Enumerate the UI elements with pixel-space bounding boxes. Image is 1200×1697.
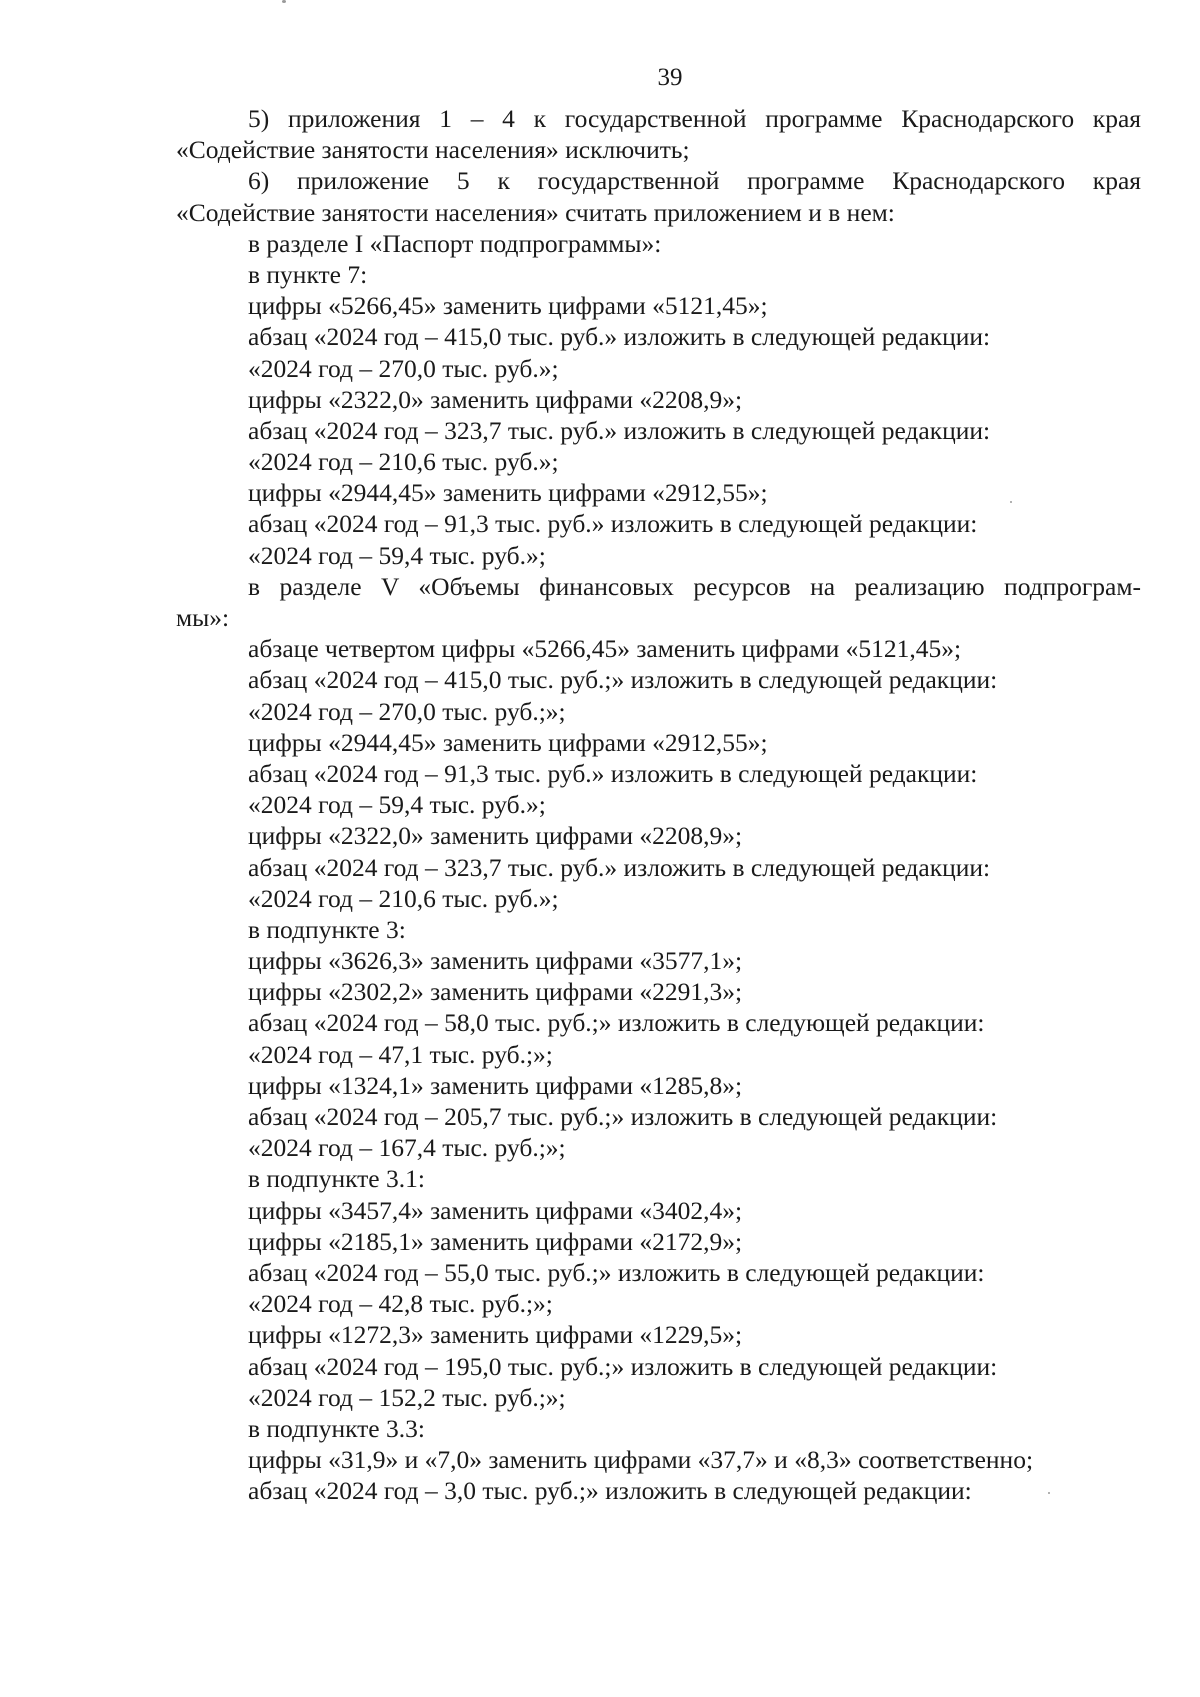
document-body — [176, 103, 1141, 1506]
text-line: в разделе V «Объемы финансовых ресурсов на реализацию подпрограм- — [248, 571, 1141, 601]
text-line: цифры «5266,45» заменить цифрами «5121,45»; — [248, 291, 768, 321]
text-line: «2024 год – 270,0 тыс. руб.;»; — [248, 696, 566, 726]
text-line: в подпункте 3.1: — [248, 1164, 425, 1194]
text-line: «2024 год – 270,0 тыс. руб.»; — [248, 353, 559, 383]
text-line: цифры «1324,1» заменить цифрами «1285,8»; — [248, 1070, 743, 1100]
text-line: цифры «2944,45» заменить цифрами «2912,55»; — [248, 727, 768, 757]
text-line: «2024 год – 210,6 тыс. руб.»; — [248, 883, 559, 913]
text-line: цифры «3626,3» заменить цифрами «3577,1»; — [248, 946, 743, 976]
text-line: абзац «2024 год – 55,0 тыс. руб.;» изложить в следующей редакции: — [248, 1257, 985, 1287]
text-line: «2024 год – 59,4 тыс. руб.»; — [248, 540, 546, 570]
text-line: «2024 год – 47,1 тыс. руб.;»; — [248, 1039, 553, 1069]
text-line: абзац «2024 год – 58,0 тыс. руб.;» изложить в следующей редакции: — [248, 1008, 985, 1038]
text-line: «Содействие занятости населения» исключить; — [176, 135, 690, 165]
text-line: в подпункте 3.3: — [248, 1413, 425, 1443]
text-line: абзац «2024 год – 195,0 тыс. руб.;» изложить в следующей редакции: — [248, 1351, 998, 1381]
text-line: цифры «2185,1» заменить цифрами «2172,9»; — [248, 1226, 743, 1256]
text-line: в пункте 7: — [248, 259, 368, 289]
text-line: цифры «2322,0» заменить цифрами «2208,9»; — [248, 821, 743, 851]
page-number: 39 — [657, 64, 683, 91]
text-line: «2024 год – 167,4 тыс. руб.;»; — [248, 1133, 566, 1163]
text-line: абзац «2024 год – 415,0 тыс. руб.;» изложить в следующей редакции: — [248, 665, 998, 695]
text-line: «2024 год – 210,6 тыс. руб.»; — [248, 447, 559, 477]
text-line: в разделе I «Паспорт подпрограммы»: — [248, 228, 662, 258]
text-line: абзац «2024 год – 91,3 тыс. руб.» изложить в следующей редакции: — [248, 758, 978, 788]
scan-speck — [282, 0, 286, 3]
text-line: цифры «2322,0» заменить цифрами «2208,9»; — [248, 384, 743, 414]
text-line: абзац «2024 год – 3,0 тыс. руб.;» изложить в следующей редакции: — [248, 1476, 972, 1506]
text-line: «2024 год – 42,8 тыс. руб.;»; — [248, 1289, 553, 1319]
text-line: «Содействие занятости населения» считать приложением и в нем: — [176, 197, 895, 227]
text-line: цифры «2302,2» заменить цифрами «2291,3»; — [248, 977, 743, 1007]
text-line: «2024 год – 59,4 тыс. руб.»; — [248, 790, 546, 820]
text-line: абзац «2024 год – 323,7 тыс. руб.» изложить в следующей редакции: — [248, 415, 991, 445]
text-line: в подпункте 3: — [248, 914, 406, 944]
text-line: «2024 год – 152,2 тыс. руб.;»; — [248, 1382, 566, 1412]
text-line: цифры «3457,4» заменить цифрами «3402,4»; — [248, 1195, 743, 1225]
text-line: абзац «2024 год – 323,7 тыс. руб.» изложить в следующей редакции: — [248, 852, 991, 882]
text-line: абзаце четвертом цифры «5266,45» заменить цифрами «5121,45»; — [248, 634, 962, 664]
text-line: абзац «2024 год – 91,3 тыс. руб.» изложить в следующей редакции: — [248, 509, 978, 539]
text-line: 6) приложение 5 к государственной программе Краснодарского края — [248, 166, 1141, 196]
text-line: цифры «1272,3» заменить цифрами «1229,5»; — [248, 1320, 743, 1350]
text-line: мы»: — [176, 603, 230, 632]
text-line: абзац «2024 год – 415,0 тыс. руб.» изложить в следующей редакции: — [248, 322, 991, 352]
text-line: цифры «31,9» и «7,0» заменить цифрами «37,7» и «8,3» соответственно; — [248, 1445, 1034, 1475]
text-line: 5) приложения 1 – 4 к государственной программе Краснодарского края — [248, 104, 1141, 133]
text-line: цифры «2944,45» заменить цифрами «2912,55»; — [248, 478, 768, 508]
text-line: абзац «2024 год – 205,7 тыс. руб.;» изложить в следующей редакции: — [248, 1102, 998, 1131]
